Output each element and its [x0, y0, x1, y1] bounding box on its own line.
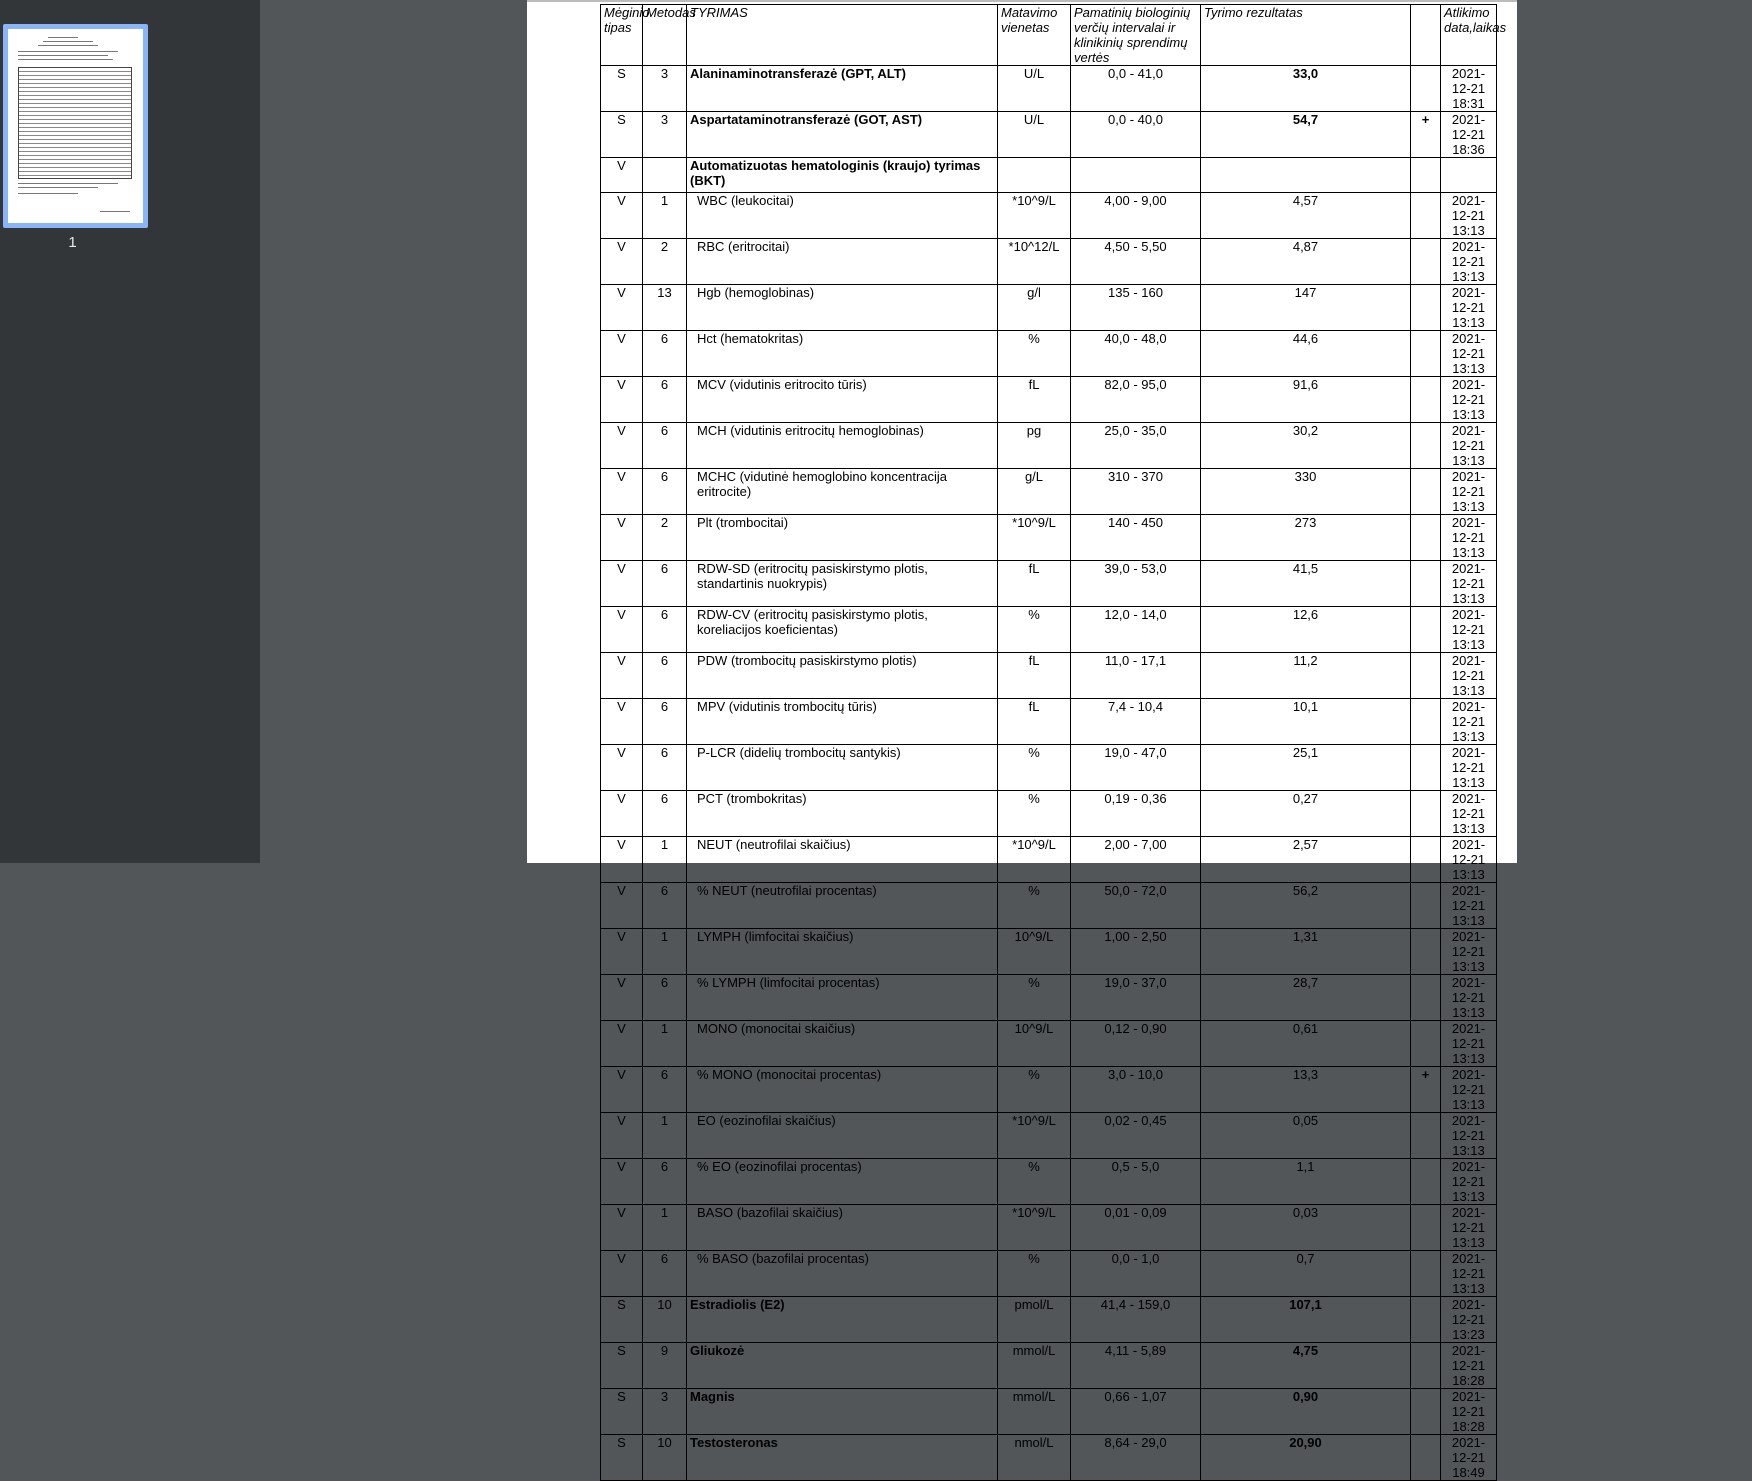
table-row	[601, 1251, 1497, 1297]
sample-type-cell: V	[601, 1205, 643, 1251]
date-cell: 2021-12-21 18:49	[1441, 1435, 1497, 1481]
result-cell: 11,2	[1201, 653, 1411, 699]
reference-range-cell: 4,11 - 5,89	[1071, 1343, 1201, 1389]
table-row	[601, 158, 1497, 193]
method-cell: 10	[643, 1435, 687, 1481]
test-name-cell: BASO (bazofilai skaičius)	[687, 1205, 998, 1251]
sample-type-cell: S	[601, 1297, 643, 1343]
method-cell: 6	[643, 607, 687, 653]
test-name-cell: NEUT (neutrofilai skaičius)	[687, 837, 998, 883]
method-cell: 6	[643, 791, 687, 837]
method-cell: 6	[643, 469, 687, 515]
table-row	[601, 607, 1497, 653]
reference-range-cell: 1,00 - 2,50	[1071, 929, 1201, 975]
date-cell: 2021-12-21 13:13	[1441, 1159, 1497, 1205]
reference-range-cell: 0,19 - 0,36	[1071, 791, 1201, 837]
test-name-cell: MPV (vidutinis trombocitų tūris)	[687, 699, 998, 745]
sample-type-cell: V	[601, 239, 643, 285]
unit-cell: fL	[998, 377, 1071, 423]
date-cell: 2021-12-21 13:13	[1441, 1251, 1497, 1297]
abnormal-flag-cell	[1411, 791, 1441, 837]
abnormal-flag-cell	[1411, 1435, 1441, 1481]
method-cell: 1	[643, 1205, 687, 1251]
unit-cell: g/l	[998, 285, 1071, 331]
test-name-cell: % BASO (bazofilai procentas)	[687, 1251, 998, 1297]
reference-range-cell: 4,00 - 9,00	[1071, 193, 1201, 239]
table-row	[601, 1159, 1497, 1205]
method-cell: 3	[643, 66, 687, 112]
method-cell: 6	[643, 561, 687, 607]
unit-cell: g/L	[998, 469, 1071, 515]
date-cell: 2021-12-21 13:13	[1441, 837, 1497, 883]
result-cell: 107,1	[1201, 1297, 1411, 1343]
header-unit: Matavimo vienetas	[998, 5, 1071, 66]
method-cell	[643, 158, 687, 193]
abnormal-flag-cell	[1411, 1205, 1441, 1251]
reference-range-cell: 310 - 370	[1071, 469, 1201, 515]
unit-cell: %	[998, 1067, 1071, 1113]
sample-type-cell: S	[601, 1435, 643, 1481]
test-name-cell: Gliukozė	[687, 1343, 998, 1389]
date-cell: 2021-12-21 13:13	[1441, 883, 1497, 929]
date-cell: 2021-12-21 13:13	[1441, 423, 1497, 469]
test-name-cell: % NEUT (neutrofilai procentas)	[687, 883, 998, 929]
date-cell: 2021-12-21 13:13	[1441, 1021, 1497, 1067]
table-row	[601, 1021, 1497, 1067]
method-cell: 2	[643, 239, 687, 285]
sample-type-cell: S	[601, 66, 643, 112]
header-reference: Pamatinių biologinių verčių intervalai ir klinikinių sprendimų vertės	[1071, 5, 1201, 66]
method-cell: 6	[643, 423, 687, 469]
unit-cell: %	[998, 331, 1071, 377]
reference-range-cell	[1071, 158, 1201, 193]
reference-range-cell: 0,01 - 0,09	[1071, 1205, 1201, 1251]
reference-range-cell: 25,0 - 35,0	[1071, 423, 1201, 469]
sample-type-cell: S	[601, 1389, 643, 1435]
reference-range-cell: 3,0 - 10,0	[1071, 1067, 1201, 1113]
table-row	[601, 469, 1497, 515]
test-name-cell: Automatizuotas hematologinis (kraujo) tyrimas (BKT)	[687, 158, 998, 193]
method-cell: 3	[643, 112, 687, 158]
sample-type-cell: V	[601, 377, 643, 423]
thumbnail-sidebar	[0, 0, 260, 863]
abnormal-flag-cell: +	[1411, 112, 1441, 158]
unit-cell: fL	[998, 653, 1071, 699]
table-row	[601, 975, 1497, 1021]
test-name-cell: P-LCR (didelių trombocitų santykis)	[687, 745, 998, 791]
sample-type-cell: V	[601, 423, 643, 469]
date-cell: 2021-12-21 13:13	[1441, 699, 1497, 745]
result-cell: 4,75	[1201, 1343, 1411, 1389]
unit-cell: %	[998, 791, 1071, 837]
result-cell: 30,2	[1201, 423, 1411, 469]
method-cell: 6	[643, 883, 687, 929]
result-cell: 28,7	[1201, 975, 1411, 1021]
page-edge	[527, 0, 1517, 2]
unit-cell: %	[998, 1251, 1071, 1297]
sample-type-cell: S	[601, 112, 643, 158]
unit-cell: *10^9/L	[998, 1113, 1071, 1159]
result-cell: 1,31	[1201, 929, 1411, 975]
result-cell: 1,1	[1201, 1159, 1411, 1205]
result-cell: 0,27	[1201, 791, 1411, 837]
abnormal-flag-cell	[1411, 469, 1441, 515]
sample-type-cell: V	[601, 1113, 643, 1159]
unit-cell: *10^9/L	[998, 1205, 1071, 1251]
method-cell: 6	[643, 975, 687, 1021]
test-name-cell: % LYMPH (limfocitai procentas)	[687, 975, 998, 1021]
sample-type-cell: V	[601, 791, 643, 837]
result-cell: 2,57	[1201, 837, 1411, 883]
test-name-cell: % EO (eozinofilai procentas)	[687, 1159, 998, 1205]
test-name-cell: Estradiolis (E2)	[687, 1297, 998, 1343]
date-cell: 2021-12-21 13:23	[1441, 1297, 1497, 1343]
header-sample-type: Mėginio tipas	[601, 5, 643, 66]
date-cell: 2021-12-21 13:13	[1441, 1113, 1497, 1159]
sample-type-cell: V	[601, 1251, 643, 1297]
result-cell: 20,90	[1201, 1435, 1411, 1481]
method-cell: 2	[643, 515, 687, 561]
abnormal-flag-cell	[1411, 377, 1441, 423]
test-name-cell: RDW-CV (eritrocitų pasiskirstymo plotis, koreliacijos koeficientas)	[687, 607, 998, 653]
sample-type-cell: V	[601, 745, 643, 791]
date-cell: 2021-12-21 13:13	[1441, 285, 1497, 331]
result-cell: 0,05	[1201, 1113, 1411, 1159]
unit-cell: %	[998, 975, 1071, 1021]
date-cell: 2021-12-21 18:28	[1441, 1343, 1497, 1389]
abnormal-flag-cell	[1411, 653, 1441, 699]
unit-cell: 10^9/L	[998, 1021, 1071, 1067]
date-cell: 2021-12-21 13:13	[1441, 193, 1497, 239]
date-cell: 2021-12-21 13:13	[1441, 1205, 1497, 1251]
table-row	[601, 561, 1497, 607]
test-name-cell: PDW (trombocitų pasiskirstymo plotis)	[687, 653, 998, 699]
lab-results-table	[600, 4, 1507, 1481]
sample-type-cell: V	[601, 653, 643, 699]
unit-cell: *10^9/L	[998, 515, 1071, 561]
reference-range-cell: 0,0 - 40,0	[1071, 112, 1201, 158]
method-cell: 6	[643, 653, 687, 699]
reference-range-cell: 0,5 - 5,0	[1071, 1159, 1201, 1205]
test-name-cell: Hgb (hemoglobinas)	[687, 285, 998, 331]
table-row	[601, 653, 1497, 699]
date-cell: 2021-12-21 13:13	[1441, 561, 1497, 607]
test-name-cell: EO (eozinofilai skaičius)	[687, 1113, 998, 1159]
table-row	[601, 929, 1497, 975]
test-name-cell: LYMPH (limfocitai skaičius)	[687, 929, 998, 975]
table-row	[601, 112, 1497, 158]
unit-cell: *10^9/L	[998, 837, 1071, 883]
header-result: Tyrimo rezultatas	[1201, 5, 1411, 66]
sample-type-cell: V	[601, 158, 643, 193]
abnormal-flag-cell	[1411, 1389, 1441, 1435]
abnormal-flag-cell	[1411, 745, 1441, 791]
method-cell: 1	[643, 1113, 687, 1159]
reference-range-cell: 50,0 - 72,0	[1071, 883, 1201, 929]
table-row	[601, 1343, 1497, 1389]
method-cell: 6	[643, 331, 687, 377]
unit-cell: fL	[998, 561, 1071, 607]
table-header-row	[601, 5, 1497, 66]
abnormal-flag-cell	[1411, 883, 1441, 929]
date-cell: 2021-12-21 13:13	[1441, 607, 1497, 653]
test-name-cell: WBC (leukocitai)	[687, 193, 998, 239]
unit-cell: U/L	[998, 66, 1071, 112]
abnormal-flag-cell	[1411, 66, 1441, 112]
abnormal-flag-cell	[1411, 331, 1441, 377]
sample-type-cell: V	[601, 837, 643, 883]
abnormal-flag-cell	[1411, 285, 1441, 331]
sample-type-cell: V	[601, 883, 643, 929]
sample-type-cell: V	[601, 469, 643, 515]
table-row	[601, 745, 1497, 791]
abnormal-flag-cell	[1411, 929, 1441, 975]
result-cell: 13,3	[1201, 1067, 1411, 1113]
abnormal-flag-cell	[1411, 607, 1441, 653]
reference-range-cell: 39,0 - 53,0	[1071, 561, 1201, 607]
table-row	[601, 1297, 1497, 1343]
unit-cell: *10^12/L	[998, 239, 1071, 285]
table-row	[601, 423, 1497, 469]
page-thumbnail-image	[8, 29, 143, 223]
header-flag	[1411, 5, 1441, 66]
date-cell: 2021-12-21 13:13	[1441, 975, 1497, 1021]
table-row	[601, 1205, 1497, 1251]
reference-range-cell: 82,0 - 95,0	[1071, 377, 1201, 423]
abnormal-flag-cell	[1411, 1021, 1441, 1067]
abnormal-flag-cell	[1411, 1297, 1441, 1343]
method-cell: 6	[643, 699, 687, 745]
abnormal-flag-cell	[1411, 158, 1441, 193]
reference-range-cell: 0,02 - 0,45	[1071, 1113, 1201, 1159]
result-cell: 4,57	[1201, 193, 1411, 239]
test-name-cell: MCH (vidutinis eritrocitų hemoglobinas)	[687, 423, 998, 469]
test-name-cell: Magnis	[687, 1389, 998, 1435]
test-name-cell: % MONO (monocitai procentas)	[687, 1067, 998, 1113]
date-cell: 2021-12-21 13:13	[1441, 653, 1497, 699]
reference-range-cell: 0,66 - 1,07	[1071, 1389, 1201, 1435]
date-cell: 2021-12-21 13:13	[1441, 331, 1497, 377]
unit-cell: U/L	[998, 112, 1071, 158]
date-cell: 2021-12-21 18:28	[1441, 1389, 1497, 1435]
date-cell: 2021-12-21 18:31	[1441, 66, 1497, 112]
unit-cell: %	[998, 1159, 1071, 1205]
test-name-cell: Hct (hematokritas)	[687, 331, 998, 377]
sample-type-cell: V	[601, 607, 643, 653]
thumbnail-page-number: 1	[68, 234, 77, 251]
result-cell: 12,6	[1201, 607, 1411, 653]
table-row	[601, 1113, 1497, 1159]
test-name-cell: MONO (monocitai skaičius)	[687, 1021, 998, 1067]
date-cell	[1441, 158, 1497, 193]
result-cell: 41,5	[1201, 561, 1411, 607]
table-row	[601, 239, 1497, 285]
header-method: Metodas	[643, 5, 687, 66]
unit-cell: *10^9/L	[998, 193, 1071, 239]
abnormal-flag-cell	[1411, 193, 1441, 239]
table-row	[601, 1067, 1497, 1113]
abnormal-flag-cell	[1411, 239, 1441, 285]
result-cell: 273	[1201, 515, 1411, 561]
test-name-cell: Testosteronas	[687, 1435, 998, 1481]
test-name-cell: RDW-SD (eritrocitų pasiskirstymo plotis, standartinis nuokrypis)	[687, 561, 998, 607]
document-viewer[interactable]	[260, 0, 1752, 1480]
result-cell: 0,7	[1201, 1251, 1411, 1297]
method-cell: 6	[643, 745, 687, 791]
reference-range-cell: 0,0 - 41,0	[1071, 66, 1201, 112]
abnormal-flag-cell	[1411, 975, 1441, 1021]
method-cell: 1	[643, 837, 687, 883]
table-row	[601, 837, 1497, 883]
sample-type-cell: V	[601, 929, 643, 975]
sample-type-cell: V	[601, 193, 643, 239]
method-cell: 6	[643, 377, 687, 423]
result-cell: 54,7	[1201, 112, 1411, 158]
test-name-cell: Alaninaminotransferazė (GPT, ALT)	[687, 66, 998, 112]
test-name-cell: PCT (trombokritas)	[687, 791, 998, 837]
sample-type-cell: V	[601, 1159, 643, 1205]
date-cell: 2021-12-21 13:13	[1441, 377, 1497, 423]
abnormal-flag-cell	[1411, 1251, 1441, 1297]
reference-range-cell: 135 - 160	[1071, 285, 1201, 331]
reference-range-cell: 19,0 - 37,0	[1071, 975, 1201, 1021]
date-cell: 2021-12-21 13:13	[1441, 469, 1497, 515]
unit-cell: 10^9/L	[998, 929, 1071, 975]
result-cell: 0,61	[1201, 1021, 1411, 1067]
abnormal-flag-cell	[1411, 699, 1441, 745]
result-cell: 44,6	[1201, 331, 1411, 377]
sample-type-cell: V	[601, 975, 643, 1021]
abnormal-flag-cell	[1411, 1113, 1441, 1159]
result-cell: 147	[1201, 285, 1411, 331]
table-row	[601, 1435, 1497, 1481]
date-cell: 2021-12-21 13:13	[1441, 239, 1497, 285]
pdf-page	[527, 0, 1517, 1480]
date-cell: 2021-12-21 13:13	[1441, 515, 1497, 561]
table-row	[601, 791, 1497, 837]
unit-cell: pg	[998, 423, 1071, 469]
result-cell	[1201, 158, 1411, 193]
sample-type-cell: V	[601, 285, 643, 331]
result-cell: 4,87	[1201, 239, 1411, 285]
table-row	[601, 331, 1497, 377]
page-thumbnail-selected[interactable]	[3, 24, 148, 228]
sample-type-cell: V	[601, 561, 643, 607]
test-name-cell: MCV (vidutinis eritrocito tūris)	[687, 377, 998, 423]
result-cell: 0,90	[1201, 1389, 1411, 1435]
table-row	[601, 193, 1497, 239]
header-test: TYRIMAS	[687, 5, 998, 66]
unit-cell: %	[998, 607, 1071, 653]
header-date: Atlikimo data,laikas	[1441, 5, 1497, 66]
reference-range-cell: 12,0 - 14,0	[1071, 607, 1201, 653]
unit-cell: %	[998, 883, 1071, 929]
reference-range-cell: 19,0 - 47,0	[1071, 745, 1201, 791]
sample-type-cell: V	[601, 1067, 643, 1113]
reference-range-cell: 0,0 - 1,0	[1071, 1251, 1201, 1297]
date-cell: 2021-12-21 13:13	[1441, 791, 1497, 837]
result-cell: 91,6	[1201, 377, 1411, 423]
abnormal-flag-cell	[1411, 1159, 1441, 1205]
date-cell: 2021-12-21 18:36	[1441, 112, 1497, 158]
result-cell: 330	[1201, 469, 1411, 515]
method-cell: 1	[643, 193, 687, 239]
result-cell: 25,1	[1201, 745, 1411, 791]
result-cell: 56,2	[1201, 883, 1411, 929]
reference-range-cell: 41,4 - 159,0	[1071, 1297, 1201, 1343]
method-cell: 6	[643, 1159, 687, 1205]
unit-cell: nmol/L	[998, 1435, 1071, 1481]
table-row	[601, 699, 1497, 745]
date-cell: 2021-12-21 13:13	[1441, 929, 1497, 975]
table-row	[601, 515, 1497, 561]
sample-type-cell: V	[601, 331, 643, 377]
reference-range-cell: 40,0 - 48,0	[1071, 331, 1201, 377]
abnormal-flag-cell: +	[1411, 1067, 1441, 1113]
reference-range-cell: 0,12 - 0,90	[1071, 1021, 1201, 1067]
abnormal-flag-cell	[1411, 1343, 1441, 1389]
method-cell: 10	[643, 1297, 687, 1343]
method-cell: 1	[643, 1021, 687, 1067]
unit-cell: mmol/L	[998, 1343, 1071, 1389]
reference-range-cell: 4,50 - 5,50	[1071, 239, 1201, 285]
reference-range-cell: 8,64 - 29,0	[1071, 1435, 1201, 1481]
table-row	[601, 377, 1497, 423]
result-cell: 0,03	[1201, 1205, 1411, 1251]
unit-cell: %	[998, 745, 1071, 791]
reference-range-cell: 7,4 - 10,4	[1071, 699, 1201, 745]
method-cell: 6	[643, 1067, 687, 1113]
table-row	[601, 66, 1497, 112]
result-cell: 10,1	[1201, 699, 1411, 745]
sample-type-cell: V	[601, 1021, 643, 1067]
date-cell: 2021-12-21 13:13	[1441, 1067, 1497, 1113]
abnormal-flag-cell	[1411, 423, 1441, 469]
table-row	[601, 285, 1497, 331]
abnormal-flag-cell	[1411, 561, 1441, 607]
unit-cell: fL	[998, 699, 1071, 745]
abnormal-flag-cell	[1411, 837, 1441, 883]
test-name-cell: RBC (eritrocitai)	[687, 239, 998, 285]
method-cell: 1	[643, 929, 687, 975]
sample-type-cell: V	[601, 515, 643, 561]
method-cell: 13	[643, 285, 687, 331]
reference-range-cell: 140 - 450	[1071, 515, 1201, 561]
test-name-cell: Plt (trombocitai)	[687, 515, 998, 561]
test-name-cell: Aspartataminotransferazė (GOT, AST)	[687, 112, 998, 158]
abnormal-flag-cell	[1411, 515, 1441, 561]
reference-range-cell: 2,00 - 7,00	[1071, 837, 1201, 883]
date-cell: 2021-12-21 13:13	[1441, 745, 1497, 791]
test-name-cell: MCHC (vidutinė hemoglobino koncentracija eritrocite)	[687, 469, 998, 515]
unit-cell: pmol/L	[998, 1297, 1071, 1343]
result-cell: 33,0	[1201, 66, 1411, 112]
reference-range-cell: 11,0 - 17,1	[1071, 653, 1201, 699]
unit-cell: mmol/L	[998, 1389, 1071, 1435]
table-row	[601, 883, 1497, 929]
unit-cell	[998, 158, 1071, 193]
method-cell: 3	[643, 1389, 687, 1435]
method-cell: 9	[643, 1343, 687, 1389]
sample-type-cell: V	[601, 699, 643, 745]
method-cell: 6	[643, 1251, 687, 1297]
sample-type-cell: S	[601, 1343, 643, 1389]
table-row	[601, 1389, 1497, 1435]
